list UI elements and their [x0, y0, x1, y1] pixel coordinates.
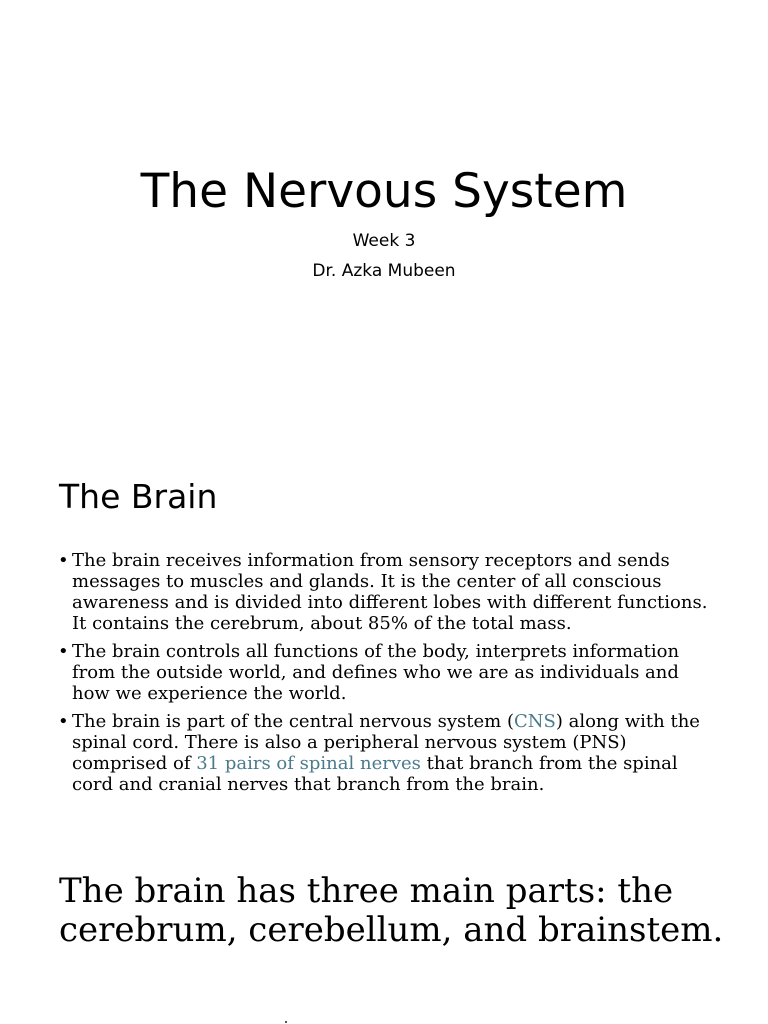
author-name: Dr. Azka Mubeen	[312, 261, 456, 281]
main-parts-statement: The brain has three main parts: the cerebrum, cerebellum, and brainstem.	[59, 871, 724, 950]
spinal-nerves-link[interactable]: 31 pairs of spinal nerves	[196, 753, 421, 774]
list-item	[58, 711, 718, 795]
bullet-list	[58, 550, 718, 802]
bullet-marker: •	[58, 550, 69, 571]
bullet-text: The brain receives information from sensory receptors and sends messages to muscles and glands. It is the center of all conscious awareness and is divided into different lobes with different functions. It contains the cerebrum, about 85% of the total mass.	[72, 550, 708, 634]
bullet-text-end: that branch from the spinal cord and cranial nerves that branch from the brain.	[72, 753, 678, 795]
section-heading: The Brain	[59, 477, 218, 516]
list-item	[58, 641, 718, 704]
presentation-title: The Nervous System	[140, 164, 628, 219]
cns-link[interactable]: CNS	[513, 711, 556, 732]
bullet-marker: •	[58, 711, 69, 732]
list-item	[58, 550, 718, 634]
bullet-text: The brain controls all functions of the body, interprets information from the outside world, and defines who we are as individuals and how we experience the world.	[72, 641, 680, 704]
page-marker	[285, 1021, 287, 1023]
bullet-text-middle: ) along with the spinal cord. There is also a peripheral nervous system (PNS) comprised of	[72, 711, 700, 774]
title-slide	[0, 162, 768, 286]
week-label: Week 3	[352, 231, 416, 251]
bullet-marker: •	[58, 641, 69, 662]
bullet-text-start: The brain is part of the central nervous system (	[72, 711, 514, 732]
